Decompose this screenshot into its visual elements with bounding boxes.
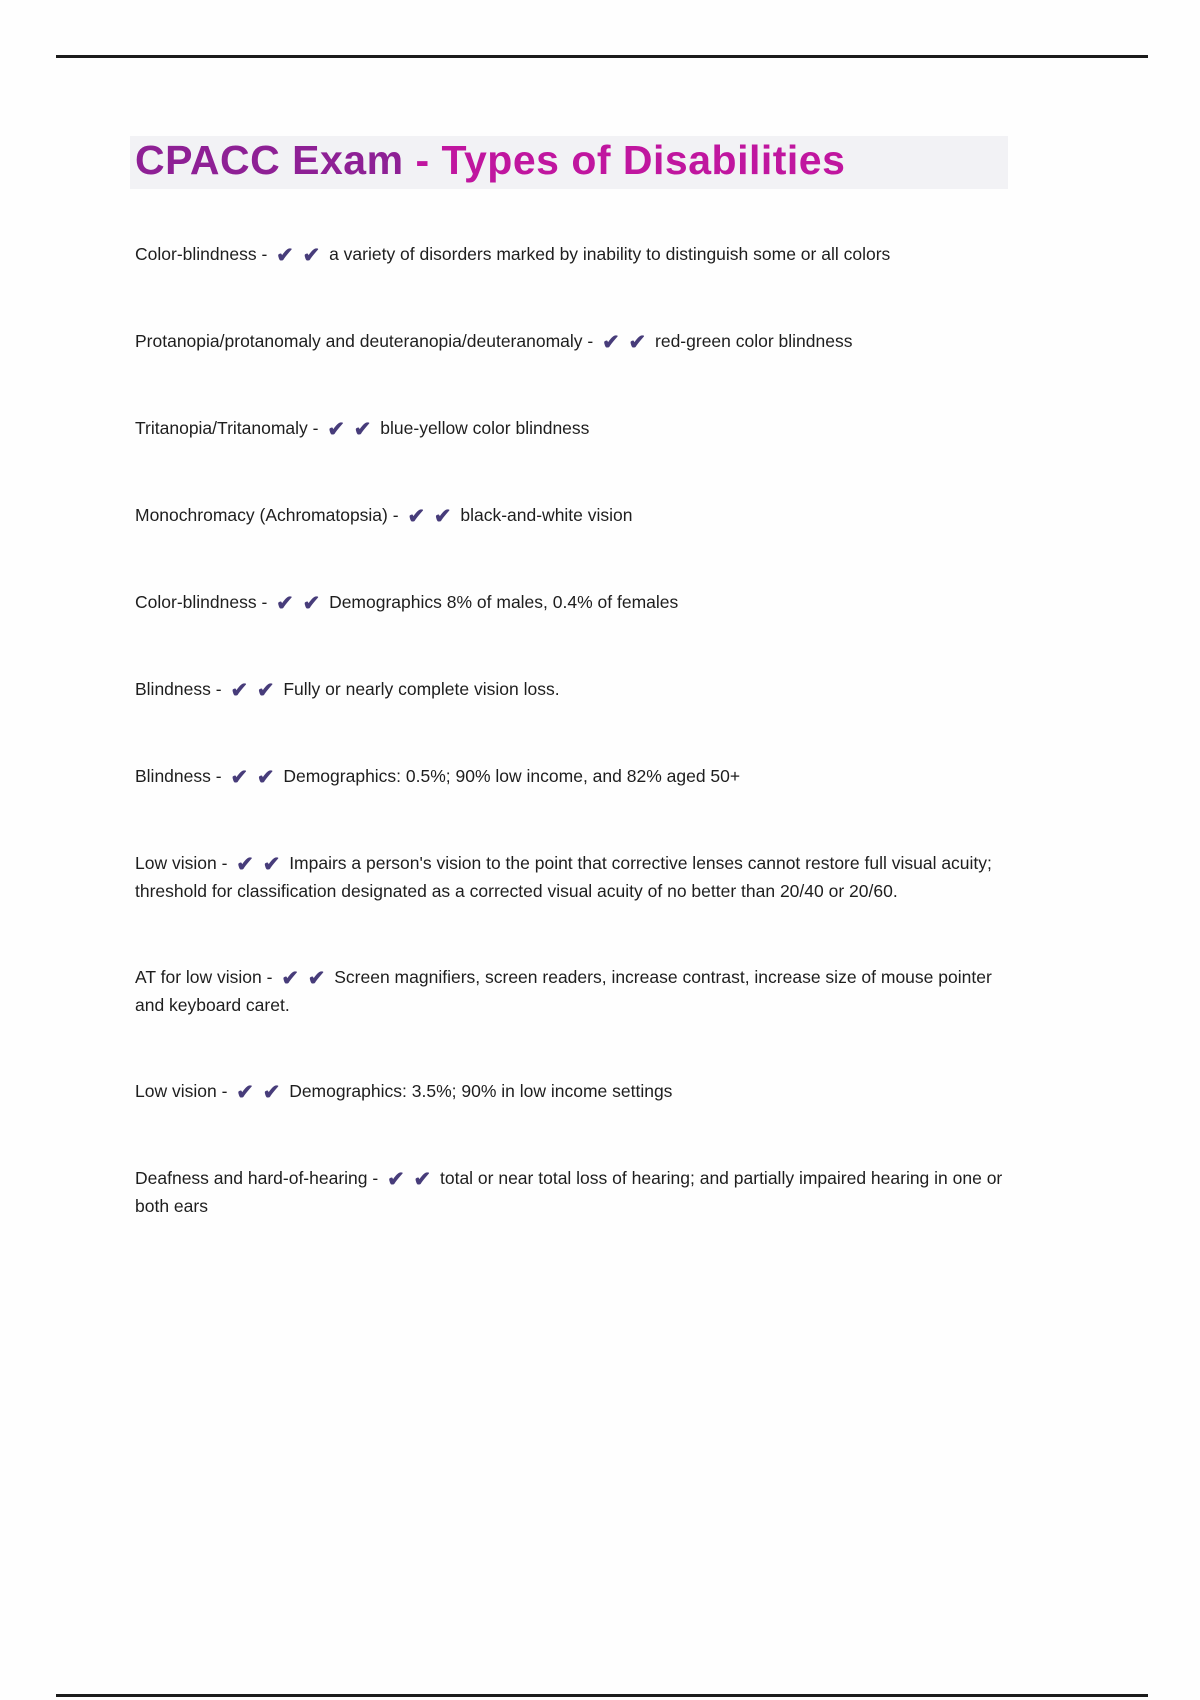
term-text: AT for low vision - xyxy=(135,967,273,987)
double-checkmark-icon: ✔ ✔ xyxy=(387,1168,432,1191)
definition-text: Screen magnifiers, screen readers, increase contrast, increase size of mouse pointer and keyboard caret. xyxy=(135,967,992,1015)
flashcard-row xyxy=(135,676,1010,704)
double-checkmark-icon: ✔ ✔ xyxy=(327,418,372,441)
definition-text: Fully or nearly complete vision loss. xyxy=(283,679,560,699)
flashcard-row xyxy=(135,964,1010,1019)
term-text: Blindness - xyxy=(135,766,222,786)
definition-text: red-green color blindness xyxy=(655,331,853,351)
term-text: Protanopia/protanomaly and deuteranopia/deuteranomaly - xyxy=(135,331,594,351)
double-checkmark-icon: ✔ ✔ xyxy=(236,1081,281,1104)
definition-text: Demographics: 3.5%; 90% in low income settings xyxy=(289,1081,673,1101)
double-checkmark-icon: ✔ ✔ xyxy=(602,331,647,354)
bottom-horizontal-rule xyxy=(56,1694,1148,1697)
term-text: Monochromacy (Achromatopsia) - xyxy=(135,505,399,525)
flashcard-row xyxy=(135,589,1010,617)
double-checkmark-icon: ✔ ✔ xyxy=(407,505,452,528)
definition-text: Demographics 8% of males, 0.4% of females xyxy=(329,592,679,612)
flashcard-row xyxy=(135,415,1010,443)
flashcard-row xyxy=(135,763,1010,791)
double-checkmark-icon: ✔ ✔ xyxy=(281,967,326,990)
title-prefix-text: CPACC Exam xyxy=(135,137,404,183)
double-checkmark-icon: ✔ ✔ xyxy=(236,853,281,876)
term-text: Color-blindness - xyxy=(135,244,268,264)
definition-text: Demographics: 0.5%; 90% low income, and 82% aged 50+ xyxy=(283,766,741,786)
definition-text: a variety of disorders marked by inability to distinguish some or all colors xyxy=(329,244,891,264)
term-text: Color-blindness - xyxy=(135,592,268,612)
term-text: Deafness and hard-of-hearing - xyxy=(135,1168,379,1188)
definition-text: blue-yellow color blindness xyxy=(380,418,590,438)
flashcard-row xyxy=(135,502,1010,530)
title-suffix-text: - Types of Disabilities xyxy=(403,137,846,183)
flashcard-row xyxy=(135,850,1010,905)
definition-text: Impairs a person's vision to the point that corrective lenses cannot restore full visual acuity; threshold for classification designated as a corrected visual acuity of no better than 20/40 or 20/60. xyxy=(135,853,992,901)
double-checkmark-icon: ✔ ✔ xyxy=(276,244,321,267)
definition-text: black-and-white vision xyxy=(460,505,633,525)
term-text: Low vision - xyxy=(135,1081,228,1101)
term-text: Tritanopia/Tritanomaly - xyxy=(135,418,319,438)
flashcard-row xyxy=(135,1165,1010,1220)
flashcard-row xyxy=(135,1078,1010,1106)
double-checkmark-icon: ✔ ✔ xyxy=(230,766,275,789)
term-text: Blindness - xyxy=(135,679,222,699)
double-checkmark-icon: ✔ ✔ xyxy=(276,592,321,615)
term-text: Low vision - xyxy=(135,853,228,873)
flashcard-row xyxy=(135,328,1010,356)
flashcard-row xyxy=(135,241,1010,269)
definition-text: total or near total loss of hearing; and partially impaired hearing in one or both ears xyxy=(135,1168,1003,1216)
page-title xyxy=(130,136,1008,189)
double-checkmark-icon: ✔ ✔ xyxy=(230,679,275,702)
document-content xyxy=(135,0,1010,1279)
